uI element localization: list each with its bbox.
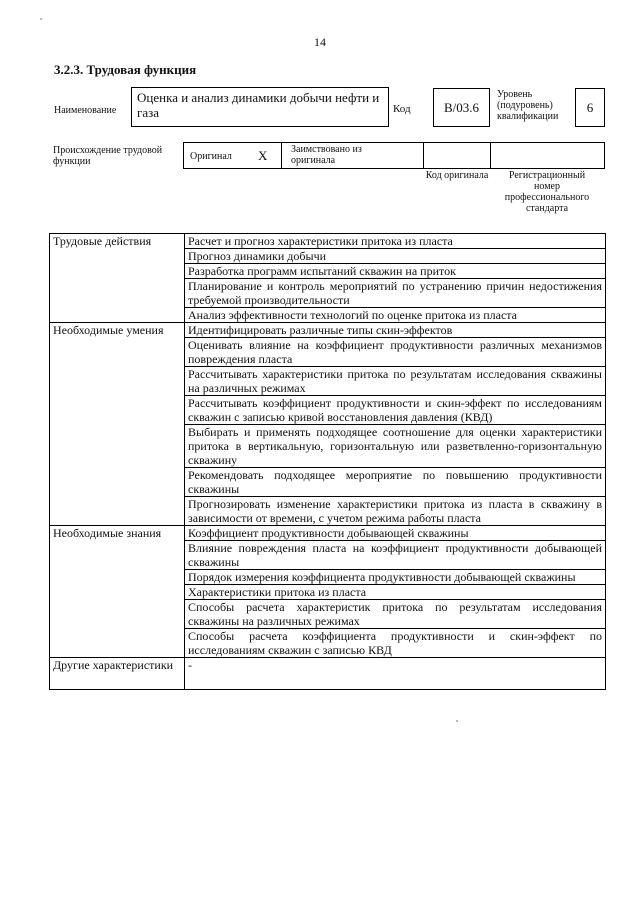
section-title: 3.2.3. Трудовая функция — [54, 62, 197, 77]
original-mark: X — [258, 148, 268, 163]
table-cell: Оценивать влияние на коэффициент продуктивности различных механизмов повреждения пласта — [185, 338, 606, 367]
table-row — [50, 658, 606, 690]
origin-label: Происхождение трудовой функции — [53, 145, 163, 167]
scan-speck — [456, 720, 458, 722]
function-name-value: Оценка и анализ динамики добычи нефти и газа — [137, 90, 380, 120]
original-label: Оригинал — [190, 151, 232, 162]
table-row — [50, 526, 606, 541]
table-cell: Способы расчета коэффициента продуктивности и скин-эффект по исследованиям скважин с записью КВД — [185, 629, 606, 658]
table-cell: Порядок измерения коэффициента продуктивности добывающей скважины — [185, 570, 606, 585]
table-row — [50, 234, 606, 249]
registration-number-caption: Регистрационный номер профессионального стандарта — [504, 170, 590, 214]
table-cell: Выбирать и применять подходящее соотношение для оценки характеристики притока в вертикальную, горизонтальную или разветвленно-горизонтальную скважину — [185, 425, 606, 468]
function-details-table — [49, 233, 606, 690]
table-cell: Рекомендовать подходящее мероприятие по повышению продуктивности скважины — [185, 468, 606, 497]
table-cell: Характеристики притока из пласта — [185, 585, 606, 600]
function-name-box — [131, 87, 389, 127]
name-label: Наименование — [54, 105, 117, 116]
original-code-caption: Код оригинала — [425, 170, 489, 181]
level-label: Уровень (подуровень) квалификации — [497, 89, 559, 122]
table-cell: - — [185, 658, 606, 690]
borrowed-label: Заимствовано из оригинала — [291, 144, 362, 166]
table-cell: Рассчитывать характеристики притока по результатам исследования скважины на различных режимах — [185, 367, 606, 396]
table-row — [50, 323, 606, 338]
table-cell: Расчет и прогноз характеристики притока из пласта — [185, 234, 606, 249]
level-box — [575, 88, 605, 127]
category-other-characteristics: Другие характеристики — [50, 658, 185, 690]
code-box — [433, 88, 490, 127]
table-cell: Влияние повреждения пласта на коэффициент продуктивности добывающей скважины — [185, 541, 606, 570]
category-required-skills: Необходимые умения — [50, 323, 185, 526]
borrowed-box — [281, 142, 424, 169]
scan-speck — [40, 18, 42, 20]
table-cell: Разработка программ испытаний скважин на приток — [185, 264, 606, 279]
registration-number-box — [490, 142, 605, 169]
table-cell: Планирование и контроль мероприятий по устранению причин недостижения требуемой производительности — [185, 279, 606, 308]
category-required-knowledge: Необходимые знания — [50, 526, 185, 658]
table-cell: Коэффициент продуктивности добывающей скважины — [185, 526, 606, 541]
table-cell: Прогноз динамики добычи — [185, 249, 606, 264]
table-cell: Прогнозировать изменение характеристики притока из пласта в скважину в зависимости от времени, с учетом режима работы пласта — [185, 497, 606, 526]
table-cell: Рассчитывать коэффициент продуктивности и скин-эффект по исследованиям скважин с записью кривой восстановления давления (КВД) — [185, 396, 606, 425]
table-cell: Способы расчета характеристик притока по результатам исследования скважины на различных режимах — [185, 600, 606, 629]
original-code-box — [423, 142, 491, 169]
original-box — [183, 142, 282, 169]
table-cell: Анализ эффективности технологий по оценке притока из пласта — [185, 308, 606, 323]
level-value: 6 — [586, 100, 594, 115]
code-label: Код — [393, 103, 411, 115]
page-number: 14 — [314, 35, 326, 49]
code-value: B/03.6 — [443, 100, 480, 115]
table-cell: Идентифицировать различные типы скин-эффектов — [185, 323, 606, 338]
category-labor-actions: Трудовые действия — [50, 234, 185, 323]
